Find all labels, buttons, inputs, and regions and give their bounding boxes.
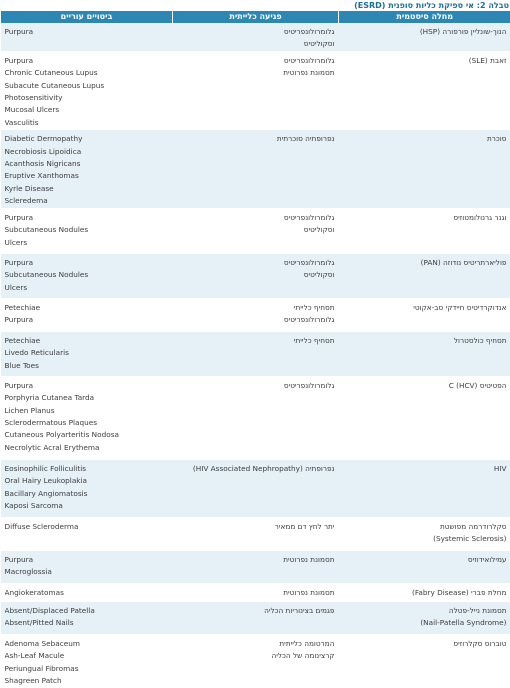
skin-cell-line: Subacute Cutaneous Lupus	[5, 80, 169, 92]
table-row	[1, 331, 510, 376]
condition-cell-line: פוליארתריטיס נודוזה (PAN)	[343, 257, 507, 269]
condition-cell	[339, 208, 510, 253]
skin-cell-line: Ulcers	[5, 282, 169, 294]
table-row	[1, 23, 510, 51]
skin-cell-line: Diffuse Scleroderma	[5, 521, 169, 533]
table-body	[1, 23, 510, 688]
skin-cell-line: Kyrle Disease	[5, 183, 169, 195]
skin-cell-line: Subcutaneous Nodules	[5, 224, 169, 236]
kidney-cell-line: גלומרולונפריטיס	[177, 257, 335, 269]
condition-cell	[339, 517, 510, 550]
skin-cell-line: Vasculitis	[5, 117, 169, 129]
kidney-cell-line: המרטומה כלייתית	[177, 638, 335, 650]
skin-cell-line: Purpura	[5, 314, 169, 326]
condition-cell	[339, 331, 510, 376]
skin-cell-line: Petechiae	[5, 302, 169, 314]
skin-cell	[1, 298, 173, 331]
skin-cell	[1, 331, 173, 376]
kidney-cell	[173, 634, 339, 688]
skin-cell-line: Diabetic Dermopathy	[5, 133, 169, 145]
condition-cell	[339, 253, 510, 298]
skin-cell	[1, 517, 173, 550]
condition-cell	[339, 51, 510, 129]
kidney-cell-line: תסחיף כלייתי	[177, 335, 335, 347]
skin-cell-line: Absent/Pitted Nails	[5, 617, 169, 629]
kidney-cell	[173, 331, 339, 376]
skin-cell-line: Eosinophilic Folliculitis	[5, 463, 169, 475]
header-row	[1, 11, 510, 23]
skin-cell-line: Shagreen Patch	[5, 675, 169, 687]
kidney-cell	[173, 23, 339, 51]
kidney-cell-line: תסמונת נפרוטית	[177, 587, 335, 599]
condition-cell-line: מחלת פברי (Fabry Disease)	[343, 587, 507, 599]
table-row	[1, 601, 510, 634]
condition-cell	[339, 634, 510, 688]
kidney-cell	[173, 550, 339, 583]
kidney-cell	[173, 208, 339, 253]
table-row	[1, 253, 510, 298]
skin-cell	[1, 601, 173, 634]
condition-cell	[339, 130, 510, 208]
skin-cell-line: Photosensitivity	[5, 92, 169, 104]
condition-cell-line: הפטיטיס C (HCV)	[343, 380, 507, 392]
skin-cell-line: Purpura	[5, 55, 169, 67]
skin-cell-line: Cutaneous Polyarteritis Nodosa	[5, 429, 169, 441]
condition-cell	[339, 23, 510, 51]
skin-cell-line: Subcutaneous Nodules	[5, 269, 169, 281]
header-condition: מחלה סיסטמית	[339, 11, 510, 23]
skin-cell-line: Porphyria Cutanea Tarda	[5, 392, 169, 404]
table-row	[1, 298, 510, 331]
kidney-cell	[173, 253, 339, 298]
kidney-cell-line: גלומרולונפריטיס	[177, 55, 335, 67]
condition-cell-line: תסמונת נייל-פטלה	[343, 605, 507, 617]
kidney-cell	[173, 298, 339, 331]
kidney-cell-line: נפרופתיה (HIV Associated Nephropathy)	[177, 463, 335, 475]
skin-cell	[1, 376, 173, 459]
kidney-cell-line: קרצינומה של הכליה	[177, 650, 335, 662]
condition-cell-line: סקלרודרמה מפושטת	[343, 521, 507, 533]
table-row	[1, 208, 510, 253]
condition-cell-line: (Systemic Sclerosis)	[343, 533, 507, 545]
skin-cell-line: Necrobiosis Lipoidica	[5, 146, 169, 158]
kidney-cell-line: גלומרולונפריטיס	[177, 314, 335, 326]
esrd-table	[0, 11, 510, 688]
kidney-cell	[173, 459, 339, 517]
skin-cell	[1, 51, 173, 129]
kidney-cell-line: תסמונת נפרוטית	[177, 67, 335, 79]
table-row	[1, 376, 510, 459]
skin-cell-line: Necrolytic Acral Erythema	[5, 442, 169, 454]
skin-cell-line: Bacillary Angiomatosis	[5, 488, 169, 500]
kidney-cell-line: וסקוליטיס	[177, 38, 335, 50]
skin-cell-line: Blue Toes	[5, 360, 169, 372]
kidney-cell-line: וסקוליטיס	[177, 269, 335, 281]
kidney-cell-line: גלומרולונפריטיס	[177, 212, 335, 224]
kidney-cell-line: תסמונת נפרוטית	[177, 554, 335, 566]
skin-cell-line: Purpura	[5, 554, 169, 566]
kidney-cell-line: וסקוליטיס	[177, 224, 335, 236]
skin-cell	[1, 550, 173, 583]
skin-cell	[1, 459, 173, 517]
skin-cell-line: Purpura	[5, 212, 169, 224]
table-row	[1, 130, 510, 208]
condition-cell	[339, 601, 510, 634]
skin-cell-line: Ash-Leaf Macule	[5, 650, 169, 662]
skin-cell	[1, 208, 173, 253]
kidney-cell-line: פגמים בצינוריות הכליה	[177, 605, 335, 617]
skin-cell	[1, 634, 173, 688]
kidney-cell	[173, 517, 339, 550]
skin-cell	[1, 583, 173, 601]
condition-cell-line: הנוך-שונליין פורפורה (HSP)	[343, 26, 507, 38]
condition-cell	[339, 459, 510, 517]
skin-cell-line: Livedo Reticularis	[5, 347, 169, 359]
header-skin: ביטויים עוריים	[1, 11, 173, 23]
skin-cell-line: Purpura	[5, 257, 169, 269]
condition-cell-line: HIV	[343, 463, 507, 475]
skin-cell-line: Scleredema	[5, 195, 169, 207]
skin-cell-line: Petechiae	[5, 335, 169, 347]
skin-cell	[1, 130, 173, 208]
condition-cell-line: עמילואידוזיס	[343, 554, 507, 566]
table-row	[1, 459, 510, 517]
kidney-cell-line: גלומרולונפריטיס	[177, 26, 335, 38]
kidney-cell-line: תסחיף כלייתי	[177, 302, 335, 314]
condition-cell-line: (Nail-Patella Syndrome)	[343, 617, 507, 629]
skin-cell-line: Purpura	[5, 26, 169, 38]
skin-cell-line: Eruptive Xanthomas	[5, 170, 169, 182]
kidney-cell	[173, 130, 339, 208]
condition-cell-line: וגנר גרנולומטוזיס	[343, 212, 507, 224]
condition-cell-line: תסחיף כולסטרול	[343, 335, 507, 347]
skin-cell-line: Chronic Cutaneous Lupus	[5, 67, 169, 79]
kidney-cell-line: יתר לחץ דם ממאיר	[177, 521, 335, 533]
skin-cell-line: Angiokeratomas	[5, 587, 169, 599]
table-row	[1, 51, 510, 129]
kidney-cell-line: נפרופתיה סוכרתית	[177, 133, 335, 145]
condition-cell-line: אנדוקרדיטיס חיידקי סב-אקוטי	[343, 302, 507, 314]
skin-cell-line: Acanthosis Nigricans	[5, 158, 169, 170]
header-kidney: פגיעה כלייתית	[173, 11, 339, 23]
table-row	[1, 517, 510, 550]
kidney-cell	[173, 601, 339, 634]
skin-cell-line: Purpura	[5, 380, 169, 392]
skin-cell-line: Macroglossia	[5, 566, 169, 578]
skin-cell-line: Adenoma Sebaceum	[5, 638, 169, 650]
skin-cell-line: Ulcers	[5, 237, 169, 249]
condition-cell-line: טוברוס סקלרוזיס	[343, 638, 507, 650]
table-row	[1, 550, 510, 583]
kidney-cell	[173, 51, 339, 129]
skin-cell-line: Oral Hairy Leukoplakia	[5, 475, 169, 487]
kidney-cell-line: גלומרולונפריטיס	[177, 380, 335, 392]
skin-cell-line: Lichen Planus	[5, 405, 169, 417]
condition-cell	[339, 298, 510, 331]
table-row	[1, 583, 510, 601]
skin-cell-line: Mucosal Ulcers	[5, 104, 169, 116]
skin-cell-line: Periungual Fibromas	[5, 663, 169, 675]
skin-cell	[1, 23, 173, 51]
skin-cell	[1, 253, 173, 298]
skin-cell-line: Sclerodermatous Plaques	[5, 417, 169, 429]
condition-cell	[339, 583, 510, 601]
condition-cell	[339, 550, 510, 583]
skin-cell-line: Kaposi Sarcoma	[5, 500, 169, 512]
condition-cell	[339, 376, 510, 459]
skin-cell-line: Absent/Displaced Patella	[5, 605, 169, 617]
condition-cell-line: זאבת (SLE)	[343, 55, 507, 67]
table-caption: טבלה 2: אי ספיקת כליות סופנית (ESRD)	[0, 0, 510, 11]
kidney-cell	[173, 376, 339, 459]
table-row	[1, 634, 510, 688]
kidney-cell	[173, 583, 339, 601]
condition-cell-line: סוכרת	[343, 133, 507, 145]
